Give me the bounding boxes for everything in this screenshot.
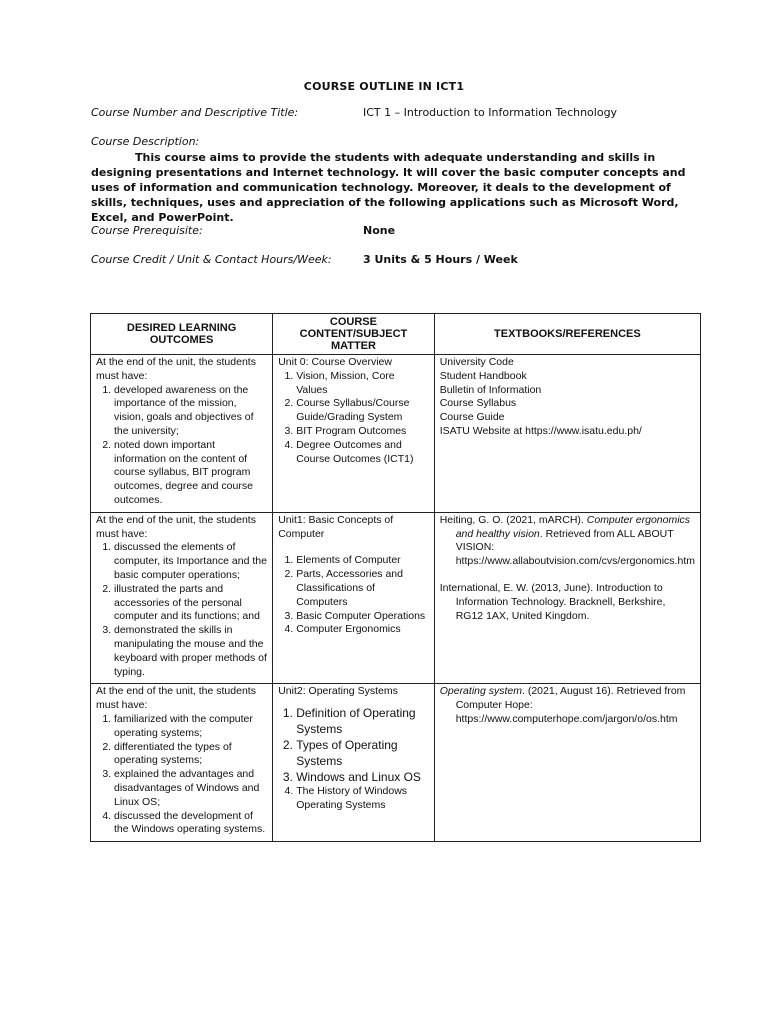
list-item: 2. Parts, Accessories and Classifications of Computers bbox=[296, 568, 429, 609]
document-title: COURSE OUTLINE IN ICT1 bbox=[303, 80, 465, 93]
list-item: 3. demonstrated the skills in manipulating the mouse and the keyboard with proper methods of typing. bbox=[114, 624, 267, 679]
list-item: 4. The History of Windows Operating Systems bbox=[296, 785, 429, 813]
prerequisite-value: None bbox=[363, 224, 396, 237]
reference-title: Computer ergonomics and healthy vision bbox=[455, 513, 691, 540]
references-cell bbox=[434, 355, 700, 513]
outcomes-cell bbox=[91, 684, 273, 842]
reference: Bulletin of Information bbox=[439, 383, 542, 396]
reference: University Code bbox=[439, 356, 514, 368]
reference bbox=[440, 514, 695, 569]
reference: Student Handbook bbox=[439, 369, 527, 382]
reference: Course Guide bbox=[439, 411, 505, 424]
course-description-label-line bbox=[91, 135, 363, 148]
list-item: 4. discussed the development of the Windows operating systems. bbox=[114, 810, 267, 838]
reference: Course Syllabus bbox=[439, 397, 517, 410]
content-cell bbox=[273, 355, 435, 513]
content-cell bbox=[273, 512, 435, 684]
reference-author: Heiting, G. O. (2021, mARCH). bbox=[439, 513, 587, 526]
list-item: 4. Computer Ergonomics bbox=[296, 623, 429, 637]
list-item: 1. Elements of Computer bbox=[296, 554, 429, 568]
course-outline-table bbox=[90, 313, 701, 842]
list-item: 1. Definition of Operating Systems bbox=[296, 705, 429, 737]
list-item: 2. illustrated the parts and accessories of the personal computer and its functions; and bbox=[114, 583, 267, 624]
content-title: Unit2: Operating Systems bbox=[278, 685, 398, 698]
outcomes-cell bbox=[91, 512, 273, 684]
table-header-row bbox=[91, 314, 701, 355]
content-list bbox=[278, 705, 429, 813]
course-description-text: This course aims to provide the students with adequate understanding and skills in designing presentations and Internet technology. It will cover the basic computer concepts and uses of information and communication technology. Moreover, it deals to the development of skills, techniques, uses and appreciation of the following applications such as Microsoft Word, Excel, and PowerPoint. bbox=[91, 151, 686, 224]
header-references: TEXTBOOKS/REFERENCES bbox=[434, 314, 700, 355]
list-item: 1. developed awareness on the importance of the mission, vision, goals and objectives of the university; bbox=[114, 384, 267, 439]
reference-title: Operating system bbox=[439, 685, 523, 698]
prerequisite-line bbox=[91, 224, 395, 237]
list-item: 3. Basic Computer Operations bbox=[296, 610, 429, 624]
outcomes-cell bbox=[91, 355, 273, 513]
list-item: 2. differentiated the types of operating systems; bbox=[114, 741, 267, 769]
content-list bbox=[278, 370, 429, 467]
course-number-value: ICT 1 – Introduction to Information Technology bbox=[363, 106, 618, 119]
header-course-content: COURSE CONTENT/SUBJECT MATTER bbox=[273, 314, 435, 355]
outcomes-list bbox=[96, 541, 267, 679]
references-cell bbox=[434, 684, 700, 842]
list-item: 1. Vision, Mission, Core Values bbox=[296, 370, 429, 398]
reference-source: . Retrieved from ALL ABOUT VISION: https://www.allaboutvision.com/cvs/ergonomics.htm bbox=[455, 527, 695, 568]
prerequisite-label: Course Prerequisite: bbox=[91, 224, 203, 237]
table-row bbox=[91, 355, 701, 513]
table-row bbox=[91, 684, 701, 842]
list-item: 3. explained the advantages and disadvantages of Windows and Linux OS; bbox=[114, 768, 267, 809]
list-item: 2. Course Syllabus/Course Guide/Grading System bbox=[296, 397, 429, 425]
list-item: 3. Windows and Linux OS bbox=[296, 769, 429, 785]
content-cell bbox=[273, 684, 435, 842]
list-item: 3. BIT Program Outcomes bbox=[296, 425, 429, 439]
list-item: 2. Types of Operating Systems bbox=[296, 737, 429, 769]
table-row bbox=[91, 512, 701, 684]
content-title: Unit1: Basic Concepts of Computer bbox=[278, 513, 394, 540]
reference: ISATU Website at https://www.isatu.edu.ph/ bbox=[439, 424, 642, 437]
credit-value: 3 Units & 5 Hours / Week bbox=[363, 253, 518, 266]
outcomes-list bbox=[96, 713, 267, 837]
content-list bbox=[278, 554, 429, 637]
references-cell bbox=[434, 512, 700, 684]
course-number-line bbox=[91, 106, 617, 119]
outcomes-list bbox=[96, 384, 267, 508]
credit-label: Course Credit / Unit & Contact Hours/Week: bbox=[91, 253, 332, 266]
credit-line bbox=[91, 253, 518, 266]
list-item: 4. Degree Outcomes and Course Outcomes (ICT1) bbox=[296, 439, 429, 467]
outcomes-intro: At the end of the unit, the students must have: bbox=[96, 685, 256, 712]
reference bbox=[440, 685, 695, 726]
list-item: 1. discussed the elements of computer, its Importance and the basic computer operations; bbox=[114, 541, 267, 582]
outcomes-intro: At the end of the unit, the students must have: bbox=[96, 356, 256, 382]
list-item: 1. familiarized with the computer operating systems; bbox=[114, 713, 267, 741]
course-number-label: Course Number and Descriptive Title: bbox=[91, 106, 299, 119]
list-item: 2. noted down important information on the content of course syllabus, BIT program outcomes, degree and course outcomes. bbox=[114, 439, 267, 508]
header-learning-outcomes: DESIRED LEARNING OUTCOMES bbox=[91, 314, 273, 355]
reference: International, E. W. (2013, June). Introduction to Information Technology. Bracknell, Berkshire, RG12 1AX, United Kingdom. bbox=[439, 581, 666, 622]
reference-source: . (2021, August 16). Retrieved from Computer Hope: https://www.computerhope.com/jargon/o/os.htm bbox=[455, 685, 686, 725]
outcomes-intro: At the end of the unit, the students must have: bbox=[96, 513, 256, 540]
content-title: Unit 0: Course Overview bbox=[278, 356, 392, 368]
course-description-label: Course Description: bbox=[91, 135, 200, 148]
